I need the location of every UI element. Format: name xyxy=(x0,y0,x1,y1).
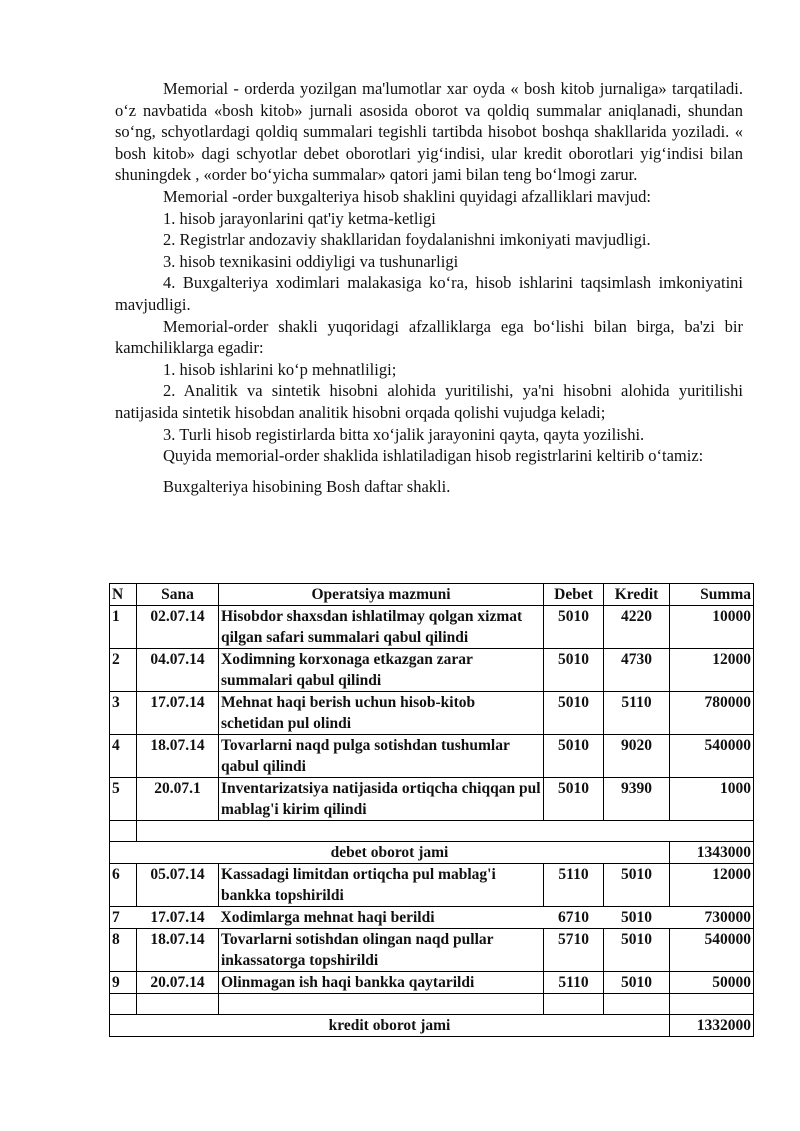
disadvantage-item-3: 3. Turli hisob registirlarda bitta xo‘jalik jarayonini qayta, qayta yozilishi. xyxy=(163,424,645,444)
table-row xyxy=(110,972,754,994)
cell-n: 9 xyxy=(110,972,137,994)
cell-operatsiya: Olinmagan ish haqi bankka qaytarildi xyxy=(219,972,544,994)
advantage-item-2: 2. Registrlar andozaviy shakllaridan foydalanishni imkoniyati mavjudligi. xyxy=(163,230,651,250)
cell-sana: 02.07.14 xyxy=(137,606,219,649)
cell-operatsiya: Kassadagi limitdan ortiqcha pul mablag'i bankka topshirildi xyxy=(219,864,544,907)
table-row xyxy=(110,929,754,972)
bosh-daftar-table xyxy=(109,583,754,1037)
cell-summa: 50000 xyxy=(670,972,754,994)
paragraph-disadvantages-intro: Memorial-order shakli yuqoridagi afzalliklarga ega bo‘lishi bilan birga, ba'zi bir kamchiliklarga egadir: xyxy=(115,316,743,358)
cell-summa: 1000 xyxy=(670,778,754,821)
cell-sana: 04.07.14 xyxy=(137,649,219,692)
table-row xyxy=(110,649,754,692)
table-caption: Buxgalteriya hisobining Bosh daftar shakli. xyxy=(163,476,451,496)
cell-debet: 6710 xyxy=(544,907,604,929)
cell-sana: 20.07.14 xyxy=(137,972,219,994)
cell-sana: 05.07.14 xyxy=(137,864,219,907)
cell-kredit: 5110 xyxy=(604,692,670,735)
cell-sana: 17.07.14 xyxy=(137,907,219,929)
advantage-item-1: 1. hisob jarayonlarini qat'iy ketma-ketligi xyxy=(163,208,436,228)
cell-debet: 5110 xyxy=(544,972,604,994)
cell-n: 6 xyxy=(110,864,137,907)
table-header-row xyxy=(110,584,754,606)
cell-summa: 540000 xyxy=(670,735,754,778)
cell-sana: 17.07.14 xyxy=(137,692,219,735)
header-kredit: Kredit xyxy=(604,584,670,606)
paragraph-registers-intro: Quyida memorial-order shaklida ishlatiladigan hisob registrlarini keltirib o‘tamiz: xyxy=(163,446,704,466)
cell-n: 3 xyxy=(110,692,137,735)
disadvantage-item-2: 2. Analitik va sintetik hisobni alohida yuritilishi, ya'ni hisobni alohida yuritilishi natijasida sintetik hisobdan analitik hisobni orqada qolishi vujudga keladi; xyxy=(115,381,743,422)
cell-sana: 18.07.14 xyxy=(137,929,219,972)
cell-n: 4 xyxy=(110,735,137,778)
empty-row xyxy=(110,821,754,842)
header-operatsiya: Operatsiya mazmuni xyxy=(219,584,544,606)
cell-debet: 5010 xyxy=(544,606,604,649)
credit-total-row xyxy=(110,1015,754,1037)
cell-operatsiya: Xodimlarga mehnat haqi berildi xyxy=(219,907,544,929)
cell-debet: 5010 xyxy=(544,735,604,778)
header-n: N xyxy=(110,584,137,606)
cell-summa: 730000 xyxy=(670,907,754,929)
cell-debet: 5010 xyxy=(544,649,604,692)
cell-n: 8 xyxy=(110,929,137,972)
cell-debet: 5010 xyxy=(544,778,604,821)
cell-n: 1 xyxy=(110,606,137,649)
cell-summa: 10000 xyxy=(670,606,754,649)
header-sana: Sana xyxy=(137,584,219,606)
debit-total-row xyxy=(110,842,754,864)
document-body xyxy=(115,78,743,497)
debit-total-label: debet oborot jami xyxy=(110,842,670,864)
cell-kredit: 5010 xyxy=(604,929,670,972)
header-debet: Debet xyxy=(544,584,604,606)
cell-sana: 20.07.1 xyxy=(137,778,219,821)
cell-summa: 780000 xyxy=(670,692,754,735)
header-summa: Summa xyxy=(670,584,754,606)
empty-row xyxy=(110,994,754,1015)
table-row xyxy=(110,692,754,735)
table-row xyxy=(110,735,754,778)
cell-kredit: 4220 xyxy=(604,606,670,649)
paragraph-bosh-kitob: Memorial - orderda yozilgan ma'lumotlar xar oyda « bosh kitob jurnaliga» tarqatiladi. o‘z navbatida «bosh kitob» jurnali asosida oborot va qoldiq summalar aniqlanadi, shundan so‘ng, schyotlardagi qoldiq summalari tegishli tartibda hisobot boshqa shakllarida yoziladi. « bosh kitob» dagi schyotlar debet oborotlari yig‘indisi, ular kredit oborotlari yig‘indisi bilan shuningdek , «order bo‘yicha summalar» qatori jami bilan teng bo‘lmogi zarur. xyxy=(115,79,743,185)
debit-total-value: 1343000 xyxy=(670,842,754,864)
cell-operatsiya: Hisobdor shaxsdan ishlatilmay qolgan xizmat qilgan safari summalari qabul qilindi xyxy=(219,606,544,649)
credit-total-label: kredit oborot jami xyxy=(110,1015,670,1037)
cell-kredit: 4730 xyxy=(604,649,670,692)
credit-total-value: 1332000 xyxy=(670,1015,754,1037)
table-row xyxy=(110,864,754,907)
cell-kredit: 5010 xyxy=(604,907,670,929)
advantage-item-4: 4. Buxgalteriya xodimlari malakasiga ko‘ra, hisob ishlarini taqsimlash imkoniyatini mavjudligi. xyxy=(115,273,743,314)
cell-sana: 18.07.14 xyxy=(137,735,219,778)
cell-summa: 12000 xyxy=(670,864,754,907)
cell-operatsiya: Tovarlarni naqd pulga sotishdan tushumlar qabul qilindi xyxy=(219,735,544,778)
disadvantage-item-1: 1. hisob ishlarini ko‘p mehnatliligi; xyxy=(163,359,397,379)
cell-kredit: 9390 xyxy=(604,778,670,821)
cell-n: 2 xyxy=(110,649,137,692)
cell-debet: 5110 xyxy=(544,864,604,907)
cell-operatsiya: Tovarlarni sotishdan olingan naqd pullar inkassatorga topshirildi xyxy=(219,929,544,972)
cell-summa: 540000 xyxy=(670,929,754,972)
cell-operatsiya: Mehnat haqi berish uchun hisob-kitob schetidan pul olindi xyxy=(219,692,544,735)
cell-debet: 5010 xyxy=(544,692,604,735)
cell-n: 7 xyxy=(110,907,137,929)
cell-summa: 12000 xyxy=(670,649,754,692)
cell-kredit: 9020 xyxy=(604,735,670,778)
cell-kredit: 5010 xyxy=(604,972,670,994)
paragraph-advantages-intro: Memorial -order buxgalteriya hisob shaklini quyidagi afzalliklari mavjud: xyxy=(163,186,651,206)
cell-operatsiya: Xodimning korxonaga etkazgan zarar summalari qabul qilindi xyxy=(219,649,544,692)
cell-kredit: 5010 xyxy=(604,864,670,907)
cell-debet: 5710 xyxy=(544,929,604,972)
table-row xyxy=(110,778,754,821)
table-row xyxy=(110,907,754,929)
table-row xyxy=(110,606,754,649)
advantage-item-3: 3. hisob texnikasini oddiyligi va tushunarligi xyxy=(163,251,459,271)
cell-operatsiya: Inventarizatsiya natijasida ortiqcha chiqqan pul mablag'i kirim qilindi xyxy=(219,778,544,821)
cell-n: 5 xyxy=(110,778,137,821)
